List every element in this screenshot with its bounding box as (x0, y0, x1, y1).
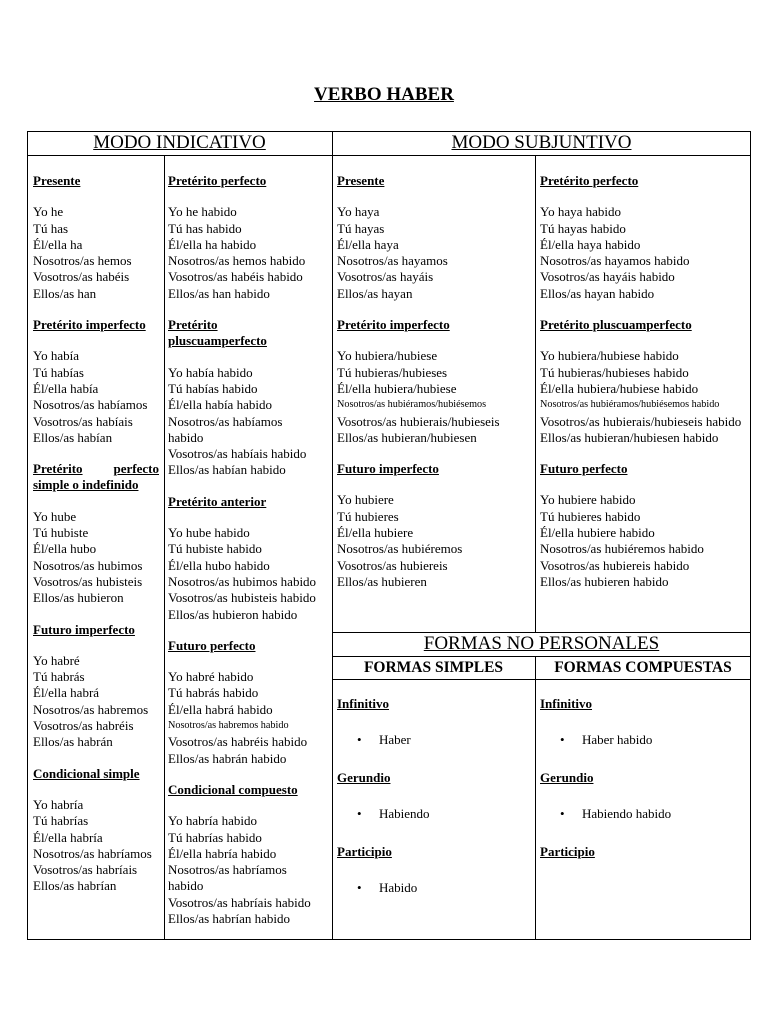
infinitivo-item (337, 732, 532, 748)
conjugation: Ellos/as hubieron (33, 590, 124, 606)
tense-condicional-compuesto (168, 782, 330, 927)
conjugation: Vosotros/as hubiereis (337, 557, 448, 573)
no-personales-subhead-rule (332, 679, 751, 680)
tense-preterito-perfecto (168, 173, 330, 302)
conjugation: Él/ella hubiere (337, 525, 414, 541)
conjugation: Yo he (33, 204, 64, 220)
tense-title: Pretérito imperfecto (337, 317, 450, 333)
infinitivo-item (540, 732, 749, 748)
infinitivo-title: Infinitivo (540, 696, 593, 711)
participio-title: Participio (540, 844, 595, 859)
tense-preterito-anterior (168, 494, 330, 623)
tense-presente (33, 173, 159, 302)
conjugation: Vosotros/as habríais habido (168, 894, 311, 910)
conjugation: Yo había (33, 348, 79, 364)
subjuntivo-heading: MODO SUBJUNTIVO (451, 132, 632, 153)
tense-title-line: Pretérito (168, 317, 218, 333)
conjugation: Nosotros/as hubiéremos (337, 541, 463, 557)
indicativo-col-divider (164, 155, 165, 940)
conjugation: Nosotros/as habríamos (168, 862, 287, 878)
conjugation: Yo habré (33, 652, 80, 668)
tense-preterito-perfecto (540, 173, 749, 302)
tense-title (168, 317, 330, 350)
conjugation: Él/ella hubo habido (168, 557, 270, 573)
conjugation: Él/ella había habido (168, 397, 272, 413)
conjugation: Yo he habido (168, 204, 237, 220)
conjugation: Él/ella haya habido (540, 236, 641, 252)
tense-title: Pretérito perfecto (540, 173, 639, 188)
no-personales-col-divider (535, 656, 536, 940)
conjugation: Yo habré habido (168, 669, 254, 685)
conjugation: Nosotros/as habíamos (33, 397, 148, 413)
conjugation: Vosotros/as habréis (33, 718, 134, 734)
conjugation: habido (168, 878, 204, 894)
tense-title: Pretérito pluscuamperfecto (540, 317, 692, 333)
conjugation: Ellos/as hubieran/hubiesen habido (540, 429, 719, 445)
conjugation: Ellos/as habían habido (168, 462, 286, 478)
tense-preterito-pluscuamperfecto (540, 317, 749, 446)
tense-preterito-indefinido (33, 461, 159, 606)
conjugation: Tú has habido (168, 220, 242, 236)
conjugation: Ellos/as habrían (33, 878, 117, 894)
conjugation: Yo haya habido (540, 204, 622, 220)
conjugation: Ellos/as han habido (168, 285, 270, 301)
bullet-icon: • (357, 732, 362, 747)
conjugation: Tú hubiste (33, 525, 89, 541)
tense-title-part: perfecto (113, 461, 159, 477)
conjugation: Yo hubiere habido (540, 492, 636, 508)
mode-divider (332, 131, 333, 940)
conjugation: Ellos/as han (33, 285, 97, 301)
subjuntivo-col-2 (540, 173, 749, 605)
gerundio-value: Habiendo habido (582, 806, 672, 821)
conjugation: habido (168, 429, 204, 445)
indicativo-col-2 (168, 173, 330, 942)
gerundio-item (337, 806, 532, 822)
tense-preterito-pluscuamperfecto (168, 317, 330, 479)
conjugation: Vosotros/as habíais (33, 413, 133, 429)
gerundio-title: Gerundio (337, 770, 391, 785)
conjugation: Vosotros/as habéis (33, 269, 130, 285)
subjuntivo-col-1 (337, 173, 532, 605)
tense-title: Presente (33, 173, 81, 188)
conjugation: Ellos/as hubieren habido (540, 573, 669, 589)
tense-preterito-imperfecto (337, 317, 532, 446)
tense-title-part: Pretérito (33, 461, 83, 477)
formas-simples-heading: FORMAS SIMPLES (363, 659, 504, 676)
tense-title: Condicional simple (33, 765, 140, 781)
conjugation: Ellos/as habrán habido (168, 750, 287, 766)
conjugation: Tú hayas habido (540, 220, 626, 236)
conjugation: Ellos/as hubieren (337, 573, 427, 589)
conjugation: Vosotros/as habréis habido (168, 734, 308, 750)
conjugation: Yo había habido (168, 364, 253, 380)
participio-title: Participio (337, 844, 392, 859)
conjugation: Yo haya (337, 204, 380, 220)
page-title: VERBO HABER (314, 84, 454, 105)
conjugation: Él/ella hubiera/hubiese habido (540, 380, 699, 396)
conjugation: Nosotros/as habremos habido (168, 720, 289, 732)
tense-title-line (33, 461, 159, 477)
conjugation: Nosotros/as hubimos (33, 557, 143, 573)
infinitivo-title: Infinitivo (337, 696, 390, 711)
no-personales-heading: FORMAS NO PERSONALES (423, 633, 660, 654)
conjugation: Vosotros/as hubierais/hubieseis (337, 413, 500, 429)
bullet-icon: • (560, 732, 565, 747)
subjuntivo-col-divider (535, 155, 536, 632)
conjugation: Yo habría habido (168, 813, 257, 829)
tense-title: Presente (337, 173, 385, 188)
conjugation: Tú hubiste habido (168, 541, 262, 557)
tense-futuro-imperfecto (33, 622, 159, 751)
gerundio-title: Gerundio (540, 770, 594, 785)
infinitivo-value: Haber habido (582, 732, 653, 747)
conjugation: Ellos/as habrían habido (168, 910, 291, 926)
conjugation: Nosotros/as habremos (33, 701, 149, 717)
conjugation: Nosotros/as hubiéremos habido (540, 541, 704, 557)
tense-title: Futuro perfecto (540, 461, 628, 477)
conjugation: Nosotros/as hubiéramos/hubiésemos habido (540, 399, 720, 411)
conjugation: Ellos/as hubieron habido (168, 606, 298, 622)
conjugation: Nosotros/as hubimos habido (168, 573, 317, 589)
conjugation: Nosotros/as hayamos (337, 253, 448, 269)
conjugation: Vosotros/as hubisteis (33, 573, 143, 589)
tense-title: Pretérito imperfecto (33, 317, 146, 333)
conjugation: Ellos/as hubieran/hubiesen (337, 429, 477, 445)
conjugation: Vosotros/as hayáis habido (540, 269, 675, 285)
conjugation: Ellos/as hayan (337, 285, 413, 301)
bullet-icon: • (357, 880, 362, 895)
tense-title: Futuro imperfecto (33, 621, 135, 637)
participio-value: Habido (379, 880, 418, 895)
conjugation: Tú habrías habido (168, 829, 262, 845)
conjugation: Tú habrías (33, 813, 89, 829)
conjugation: Él/ella habría habido (168, 845, 277, 861)
tense-condicional-simple (33, 766, 159, 895)
conjugation: Él/ella habría (33, 829, 103, 845)
conjugation: Nosotros/as hemos (33, 253, 132, 269)
conjugation: Vosotros/as habíais habido (168, 446, 307, 462)
infinitivo-value: Haber (379, 732, 411, 747)
gerundio-value: Habiendo (379, 806, 430, 821)
conjugation: Yo hubiera/hubiese (337, 348, 438, 364)
conjugation: Yo hube (33, 508, 77, 524)
conjugation: Yo hubiera/hubiese habido (540, 348, 679, 364)
conjugation: Tú habrás habido (168, 685, 259, 701)
tense-title: Pretérito anterior (168, 493, 267, 509)
tense-futuro-perfecto (540, 461, 749, 590)
conjugation: Nosotros/as habíamos (168, 413, 283, 429)
conjugation: Tú hubieras/hubieses habido (540, 364, 689, 380)
conjugation: Tú habías habido (168, 380, 258, 396)
conjugation: Nosotros/as hubiéramos/hubiésemos (337, 399, 487, 411)
conjugation: Él/ella había (33, 380, 99, 396)
tense-futuro-imperfecto (337, 461, 532, 590)
bullet-icon: • (357, 806, 362, 821)
conjugation: Nosotros/as hemos habido (168, 253, 306, 269)
conjugation: Vosotros/as hubierais/hubieseis habido (540, 413, 742, 429)
conjugation: Yo hube habido (168, 525, 250, 541)
participio-item (337, 880, 532, 896)
conjugation: Tú has (33, 220, 69, 236)
conjugation: Él/ella ha habido (168, 236, 257, 252)
conjugation: Vosotros/as habríais (33, 862, 138, 878)
header-rule (27, 155, 751, 156)
formas-compuestas-heading: FORMAS COMPUESTAS (554, 659, 732, 676)
tense-presente (337, 173, 532, 302)
formas-compuestas-col (540, 696, 749, 880)
conjugation: Él/ella haya (337, 236, 399, 252)
conjugation: Nosotros/as hayamos habido (540, 253, 690, 269)
tense-title: Condicional compuesto (168, 781, 298, 797)
bullet-icon: • (560, 806, 565, 821)
conjugation: Vosotros/as habéis habido (168, 269, 303, 285)
conjugation: Vosotros/as hubisteis habido (168, 590, 316, 606)
conjugation: Ellos/as hayan habido (540, 285, 655, 301)
conjugation: Él/ella hubiere habido (540, 525, 655, 541)
conjugation: Tú habías (33, 364, 84, 380)
conjugation: Ellos/as habrán (33, 734, 113, 750)
formas-simples-col (337, 696, 532, 918)
conjugation: Vosotros/as hubiereis habido (540, 557, 690, 573)
conjugation: Él/ella ha (33, 236, 83, 252)
conjugation: Tú hayas (337, 220, 385, 236)
tense-title-line: simple o indefinido (33, 477, 139, 493)
conjugation: Tú hubieres habido (540, 508, 641, 524)
conjugation: Vosotros/as hayáis (337, 269, 434, 285)
conjugation: Tú habrás (33, 669, 85, 685)
tense-preterito-imperfecto (33, 317, 159, 446)
conjugation: Yo hubiere (337, 492, 394, 508)
tense-futuro-perfecto (168, 638, 330, 767)
tense-title: Futuro imperfecto (337, 461, 439, 477)
conjugation: Tú hubieras/hubieses (337, 364, 448, 380)
tense-title-line: pluscuamperfecto (168, 333, 267, 349)
conjugation: Él/ella hubo (33, 541, 97, 557)
indicativo-heading: MODO INDICATIVO (93, 132, 266, 153)
conjugation: Él/ella habrá habido (168, 701, 273, 717)
indicativo-col-1 (33, 173, 159, 910)
conjugation: Ellos/as habían (33, 429, 113, 445)
gerundio-item (540, 806, 749, 822)
conjugation: Él/ella habrá (33, 685, 100, 701)
conjugation: Nosotros/as habríamos (33, 845, 152, 861)
conjugation: Tú hubieres (337, 508, 399, 524)
conjugation: Yo habría (33, 796, 84, 812)
conjugation: Él/ella hubiera/hubiese (337, 380, 457, 396)
tense-title: Pretérito perfecto (168, 173, 267, 188)
tense-title (33, 461, 159, 494)
tense-title: Futuro perfecto (168, 637, 256, 653)
